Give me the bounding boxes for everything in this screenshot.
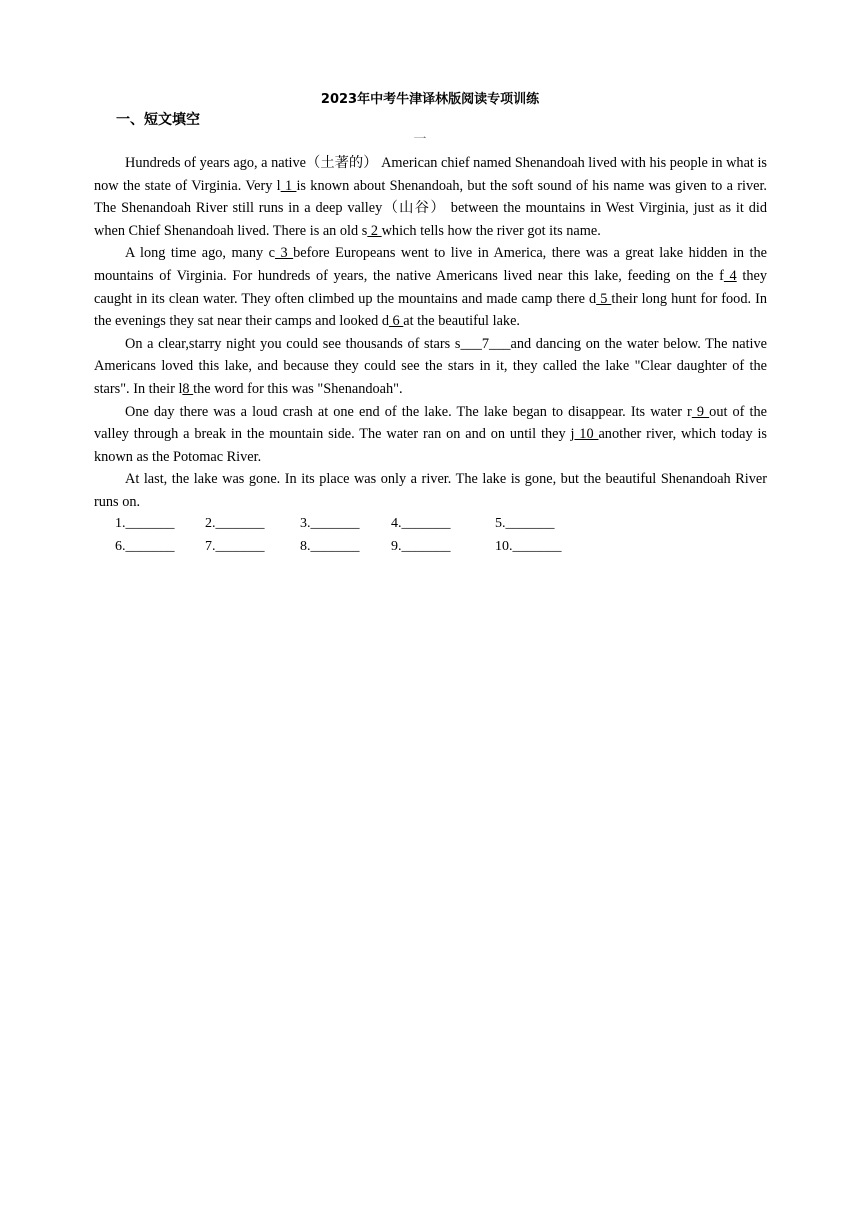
paragraph-3: On a clear,starry night you could see thousands of stars s___7___and dancing on the water below. The native Americans loved this lake, and because they could see the stars in it, they called the lake "Clear daughter of the stars". In their l8 the word for this was "Shenandoah". [94, 335, 768, 397]
blank-9: 9 [691, 403, 710, 420]
answer-row-1 [115, 513, 595, 536]
blank-4: 4 [723, 267, 737, 284]
paragraph-2: A long time ago, many c 3 before Europeans went to live in America, there was a great lake hidden in the mountains of Virginia. For hundreds of years, the native Americans lived near this lake, feeding on the f 4 they caught in its clean water. They often climbed up the mountains and made camp there d 5 their long hunt for food. In the evenings they sat near their camps and looked d 6 at the beautiful lake. [94, 245, 768, 330]
answer-line-7[interactable]: 7._______ [205, 538, 265, 554]
part-number: 一 [413, 132, 427, 147]
blank-8: 8 [182, 380, 194, 397]
passage [94, 152, 767, 514]
document-title: 2023年中考牛津译林版阅读专项训练 [320, 92, 540, 107]
answer-line-8[interactable]: 8._______ [300, 538, 360, 554]
blank-6: 6 [388, 313, 404, 330]
answer-line-2[interactable]: 2._______ [205, 516, 265, 531]
blank-7: ___7___ [460, 335, 511, 352]
section-heading: 一、短文填空 [116, 112, 200, 128]
blank-2: 2 [367, 222, 382, 239]
answer-row-2 [115, 536, 595, 559]
answer-line-6[interactable]: 6._______ [115, 538, 175, 554]
answer-line-3[interactable]: 3._______ [300, 516, 360, 531]
answer-lines [115, 513, 595, 558]
answer-line-1[interactable]: 1._______ [115, 516, 175, 531]
paragraph-1: Hundreds of years ago, a native（土著的） American chief named Shenandoah lived with his people in what is now the state of Virginia. Very l 1 is known about Shenandoah, but the soft sound of his name was given to a river. The Shenandoah River still runs in a deep valley（山谷） between the mountains in West Virginia, just as it did when Chief Shenandoah lived. There is an old s 2 which tells how the river got its name. [94, 155, 768, 239]
answer-line-10[interactable]: 10._______ [495, 538, 562, 554]
paragraph-4: One day there was a loud crash at one end of the lake. The lake began to disappear. Its water r 9 out of the valley through a break in the mountain side. The water ran on and on until they j 10 another river, which today is known as the Potomac River. [94, 403, 768, 465]
blank-1: 1 [280, 177, 297, 194]
paragraph-5: At last, the lake was gone. In its place was only a river. The lake is gone, but the beautiful Shenandoah River runs on. [94, 471, 767, 510]
blank-10: 10 [574, 426, 599, 443]
answer-line-5[interactable]: 5._______ [495, 516, 555, 531]
answer-line-4[interactable]: 4._______ [391, 516, 451, 531]
answer-line-9[interactable]: 9._______ [391, 538, 451, 554]
blank-5: 5 [596, 290, 612, 307]
blank-3: 3 [275, 245, 294, 262]
